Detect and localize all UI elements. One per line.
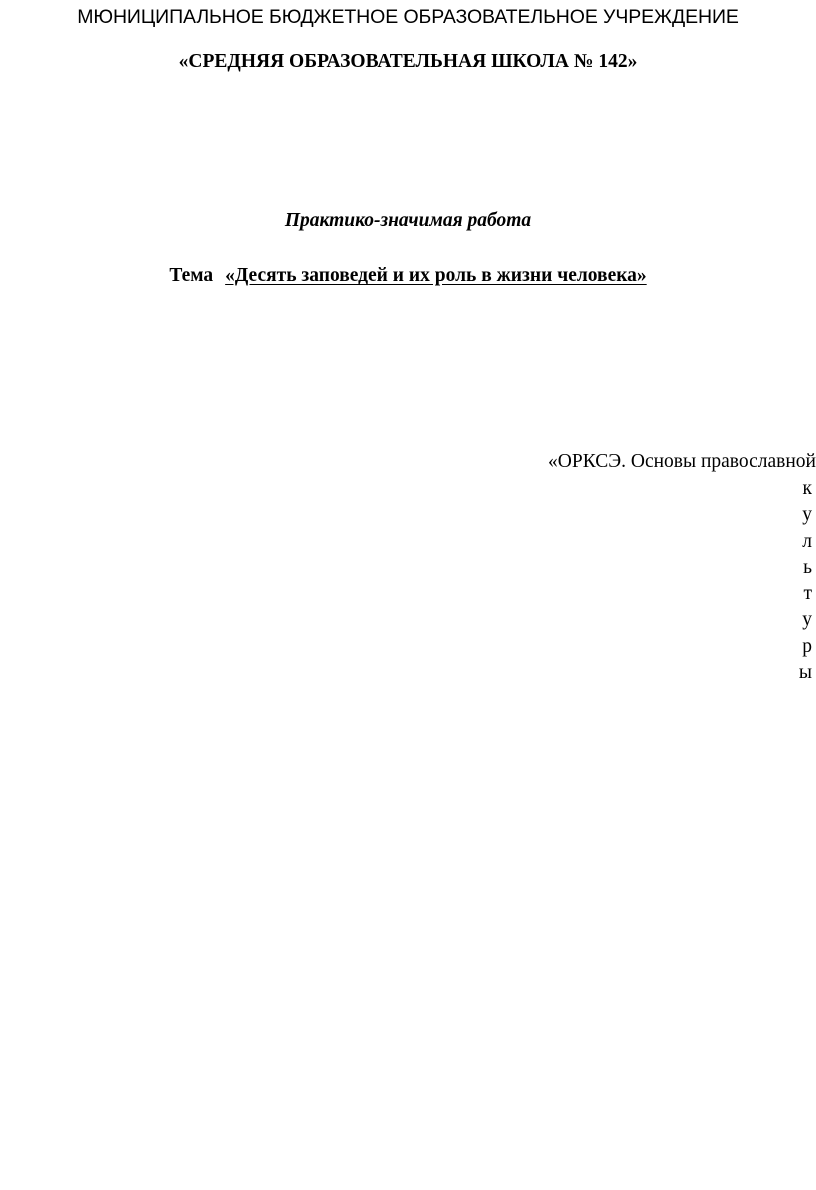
course-letter: ь xyxy=(803,556,812,578)
course-vertical-word xyxy=(788,476,812,686)
course-letter: у xyxy=(802,504,812,526)
course-letter: т xyxy=(803,583,812,605)
course-letter: л xyxy=(802,530,812,552)
school-name: «СРЕДНЯЯ ОБРАЗОВАТЕЛЬНАЯ ШКОЛА № 142» xyxy=(178,51,638,72)
course-letter: к xyxy=(802,478,812,499)
course-letter: у xyxy=(802,609,812,631)
course-line: «ОРКСЭ. Основы православной xyxy=(548,451,816,472)
topic-label: Тема xyxy=(169,265,214,286)
institution-name: МЮНИЦИПАЛЬНОЕ БЮДЖЕТНОЕ ОБРАЗОВАТЕЛЬНОЕ УЧРЕЖДЕНИЕ xyxy=(77,6,739,28)
course-letter: р xyxy=(802,635,812,657)
topic-title: «Десять заповедей и их роль в жизни человека» xyxy=(225,265,647,286)
topic-line xyxy=(0,263,816,289)
work-type-title: Практико-значимая работа xyxy=(284,210,532,231)
course-letter: ы xyxy=(798,662,812,684)
